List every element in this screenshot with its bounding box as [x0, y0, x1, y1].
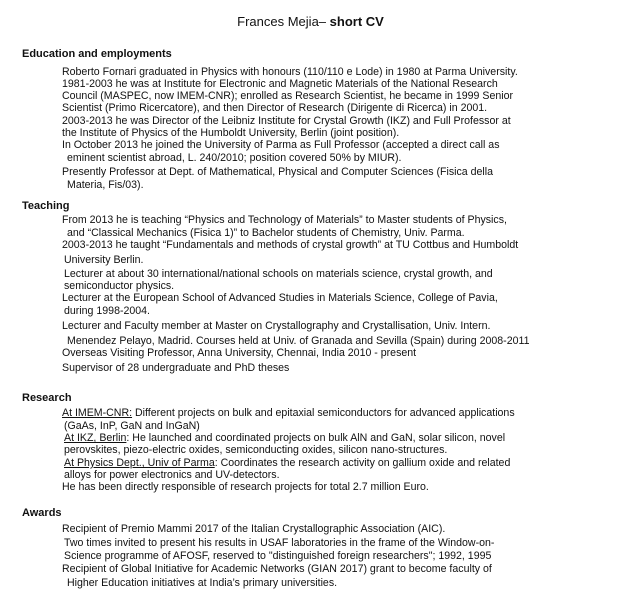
title-name: Frances Mejia [237, 14, 319, 29]
teaching-line: University Berlin. [64, 254, 144, 266]
title-suffix: short CV [326, 14, 384, 29]
teaching-line: Overseas Visiting Professor, Anna University, Chennai, India 2010 - present [62, 347, 417, 359]
awards-line: Recipient of Premio Mammi 2017 of the Italian Crystallographic Association (AIC). [62, 523, 446, 535]
research-text: : He launched and coordinated projects on bulk AlN and GaN, solar silicon, novel [126, 432, 506, 444]
teaching-line: Lecturer at about 30 international/national schools on materials science, crystal growth, and [64, 268, 493, 280]
awards-line: Science programme of AFOSF, reserved to "distinguished foreign researchers"; 1992, 1995 [64, 550, 492, 562]
teaching-line: during 1998-2004. [64, 305, 150, 317]
research-text: Different projects on bulk and epitaxial semiconductors for advanced applications [132, 407, 515, 419]
teaching-line: Lecturer and Faculty member at Master on Crystallography and Crystallisation, Univ. Intern. [62, 320, 491, 332]
awards-line: Recipient of Global Initiative for Academic Networks (GIAN 2017) grant to become faculty of [62, 563, 492, 575]
teaching-line: Supervisor of 28 undergraduate and PhD theses [62, 362, 290, 374]
teaching-line: 2003-2013 he taught “Fundamentals and methods of crystal growth” at TU Cottbus and Humboldt [62, 239, 519, 251]
research-line [62, 407, 515, 419]
teaching-line: and “Classical Mechanics (Fisica 1)” to Bachelor students of Chemistry, Univ. Parma. [67, 227, 465, 239]
title-separator: – [318, 14, 327, 29]
education-line: Roberto Fornari graduated in Physics with honours (110/110 e Lode) in 1980 at Parma University. [62, 66, 518, 78]
research-line: perovskites, piezo-electric oxides, semiconducting oxides, silicon nano-structures. [64, 444, 448, 456]
research-heading: Research [22, 392, 72, 404]
education-line: 1981-2003 he was at Institute for Electronic and Magnetic Materials of the National Research [62, 78, 498, 90]
education-line: Presently Professor at Dept. of Mathematical, Physical and Computer Sciences (Fisica della [62, 166, 493, 178]
awards-line: Higher Education initiatives at India’s primary universities. [67, 577, 338, 589]
research-line [64, 432, 505, 444]
teaching-line: From 2013 he is teaching “Physics and Technology of Materials” to Master students of Physics, [62, 214, 507, 226]
education-heading: Education and employments [22, 48, 172, 60]
research-line: alloys for power electronics and UV-detectors. [64, 469, 280, 481]
research-line: He has been directly responsible of research projects for total 2.7 million Euro. [62, 481, 429, 493]
teaching-line: semiconductor physics. [64, 280, 175, 292]
research-text: : Coordinates the research activity on gallium oxide and related [214, 457, 511, 469]
awards-line: Two times invited to present his results in USAF laboratories in the frame of the Window-on- [64, 537, 495, 549]
research-line: (GaAs, InP, GaN and InGaN) [64, 420, 200, 432]
research-link-imem-cnr[interactable]: At IMEM-CNR: [62, 407, 133, 419]
research-line [64, 457, 510, 469]
education-line: 2003-2013 he was Director of the Leibniz Institute for Crystal Growth (IKZ) and Full Professor at [62, 115, 511, 127]
teaching-line: Menendez Pelayo, Madrid. Courses held at Univ. of Granada and Sevilla (Spain) during 2008-2011 [67, 335, 530, 347]
teaching-line: Lecturer at the European School of Advanced Studies in Materials Science, College of Pavia, [62, 292, 498, 304]
education-line: Scientist (Primo Ricercatore), and then Director of Research (Dirigente di Ricerca) in 2001. [62, 102, 488, 114]
education-line: the Institute of Physics of the Humboldt University, Berlin (joint position). [62, 127, 400, 139]
research-link-ikz-berlin[interactable]: At IKZ, Berlin [64, 432, 127, 444]
education-line: eminent scientist abroad, L. 240/2010; position covered 50% by MIUR). [67, 152, 402, 164]
awards-heading: Awards [22, 507, 62, 519]
education-line: In October 2013 he joined the University of Parma as Full Professor (accepted a direct call as [62, 139, 500, 151]
research-link-physics-dept-parma[interactable]: At Physics Dept., Univ of Parma [64, 457, 215, 469]
education-line: Council (MASPEC, now IMEM-CNR); enrolled as Research Scientist, he became in 1999 Senior [62, 90, 514, 102]
teaching-heading: Teaching [22, 200, 70, 212]
page-title [0, 14, 621, 30]
education-line: Materia, Fis/03). [67, 179, 144, 191]
